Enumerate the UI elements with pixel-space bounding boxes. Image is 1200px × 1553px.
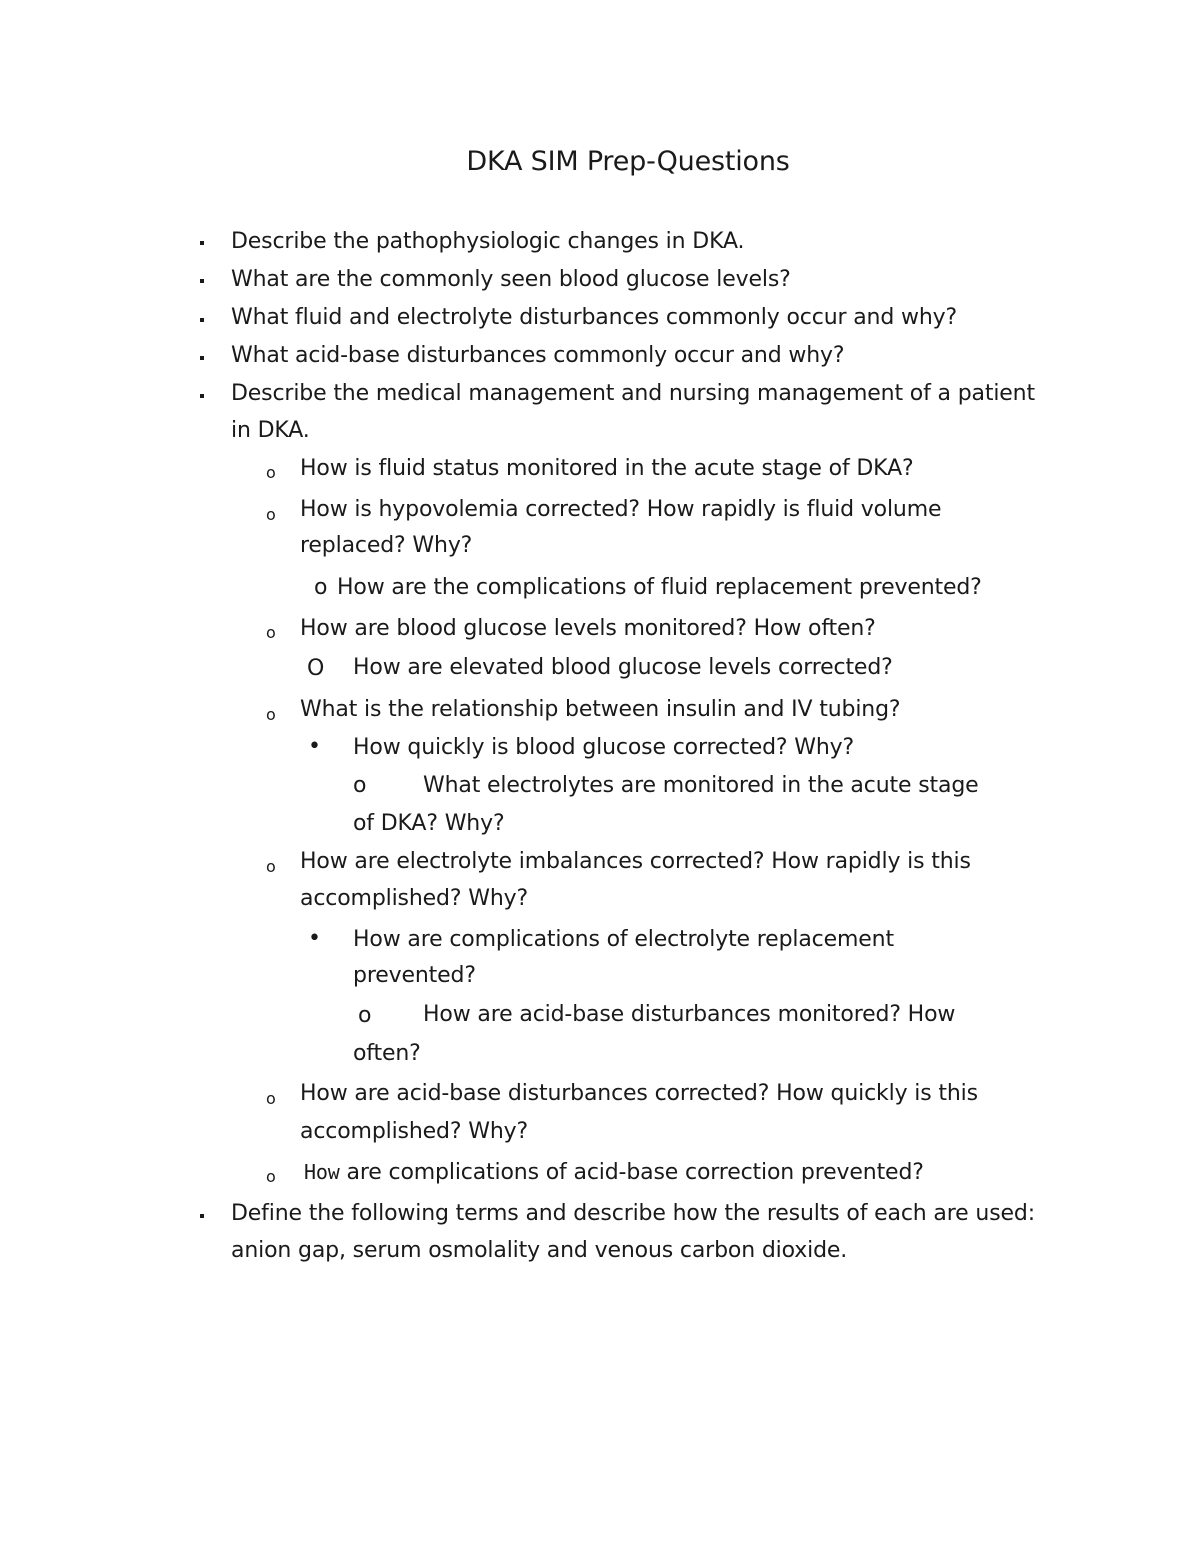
question-line: What is the relationship between insulin and IV tubing? xyxy=(300,697,901,722)
bullet-marker xyxy=(200,279,204,283)
bullet-marker xyxy=(200,1214,204,1218)
sub-bullet-marker: • xyxy=(308,734,321,759)
question-line: How are the complications of fluid replacement prevented? xyxy=(337,575,982,600)
sub-bullet-marker: o xyxy=(266,857,276,876)
sub-bullet-marker: o xyxy=(266,1089,276,1108)
question-line: How are complications of electrolyte replacement xyxy=(353,927,894,952)
question-line: What fluid and electrolyte disturbances commonly occur and why? xyxy=(231,305,958,330)
question-line: accomplished? Why? xyxy=(300,1119,529,1144)
question-line: How are acid-base disturbances corrected? How quickly is this xyxy=(300,1081,978,1106)
sub-bullet-marker: o xyxy=(266,505,276,524)
question-line: How is fluid status monitored in the acute stage of DKA? xyxy=(300,456,914,481)
question-line-prefix: How xyxy=(304,1160,340,1184)
question-line: How are blood glucose levels monitored? How often? xyxy=(300,616,876,641)
question-line: How is hypovolemia corrected? How rapidly is fluid volume xyxy=(300,497,942,522)
question-line: Describe the medical management and nursing management of a patient xyxy=(231,381,1035,406)
question-line: often? xyxy=(353,1041,421,1066)
sub-bullet-marker: o xyxy=(266,623,276,642)
question-line: How quickly is blood glucose corrected? Why? xyxy=(353,735,855,760)
page-title: DKA SIM Prep-Questions xyxy=(466,146,790,177)
question-line: What electrolytes are monitored in the acute stage xyxy=(423,773,979,798)
sub-bullet-marker: • xyxy=(308,926,321,951)
question-line: What acid-base disturbances commonly occur and why? xyxy=(231,343,845,368)
question-line: in DKA. xyxy=(231,418,310,443)
question-line: Define the following terms and describe how the results of each are used: xyxy=(231,1201,1035,1226)
question-line: How are elevated blood glucose levels corrected? xyxy=(353,655,893,680)
question-line: anion gap, serum osmolality and venous carbon dioxide. xyxy=(231,1238,848,1263)
question-line: How are electrolyte imbalances corrected? How rapidly is this xyxy=(300,849,971,874)
sub-bullet-marker: O xyxy=(307,656,325,681)
bullet-marker xyxy=(200,394,204,398)
sub-bullet-marker: o xyxy=(266,705,276,724)
question-line-rest: are complications of acid-base correction prevented? xyxy=(339,1160,924,1185)
question-line: accomplished? Why? xyxy=(300,886,529,911)
question-line: Describe the pathophysiologic changes in DKA. xyxy=(231,229,745,254)
bullet-marker xyxy=(200,318,204,322)
bullet-marker xyxy=(200,356,204,360)
question-line: What are the commonly seen blood glucose levels? xyxy=(231,267,791,292)
bullet-marker xyxy=(200,241,204,245)
sub-bullet-marker: o xyxy=(266,463,276,482)
question-line xyxy=(304,1157,924,1188)
question-line: replaced? Why? xyxy=(300,533,473,558)
sub-bullet-marker: o xyxy=(314,575,328,600)
sub-bullet-marker: o xyxy=(266,1167,276,1186)
question-line: prevented? xyxy=(353,963,476,988)
question-line: How are acid-base disturbances monitored? How xyxy=(423,1002,956,1027)
sub-bullet-marker: o xyxy=(353,773,367,798)
sub-bullet-marker: o xyxy=(358,1003,372,1028)
question-line: of DKA? Why? xyxy=(353,811,505,836)
